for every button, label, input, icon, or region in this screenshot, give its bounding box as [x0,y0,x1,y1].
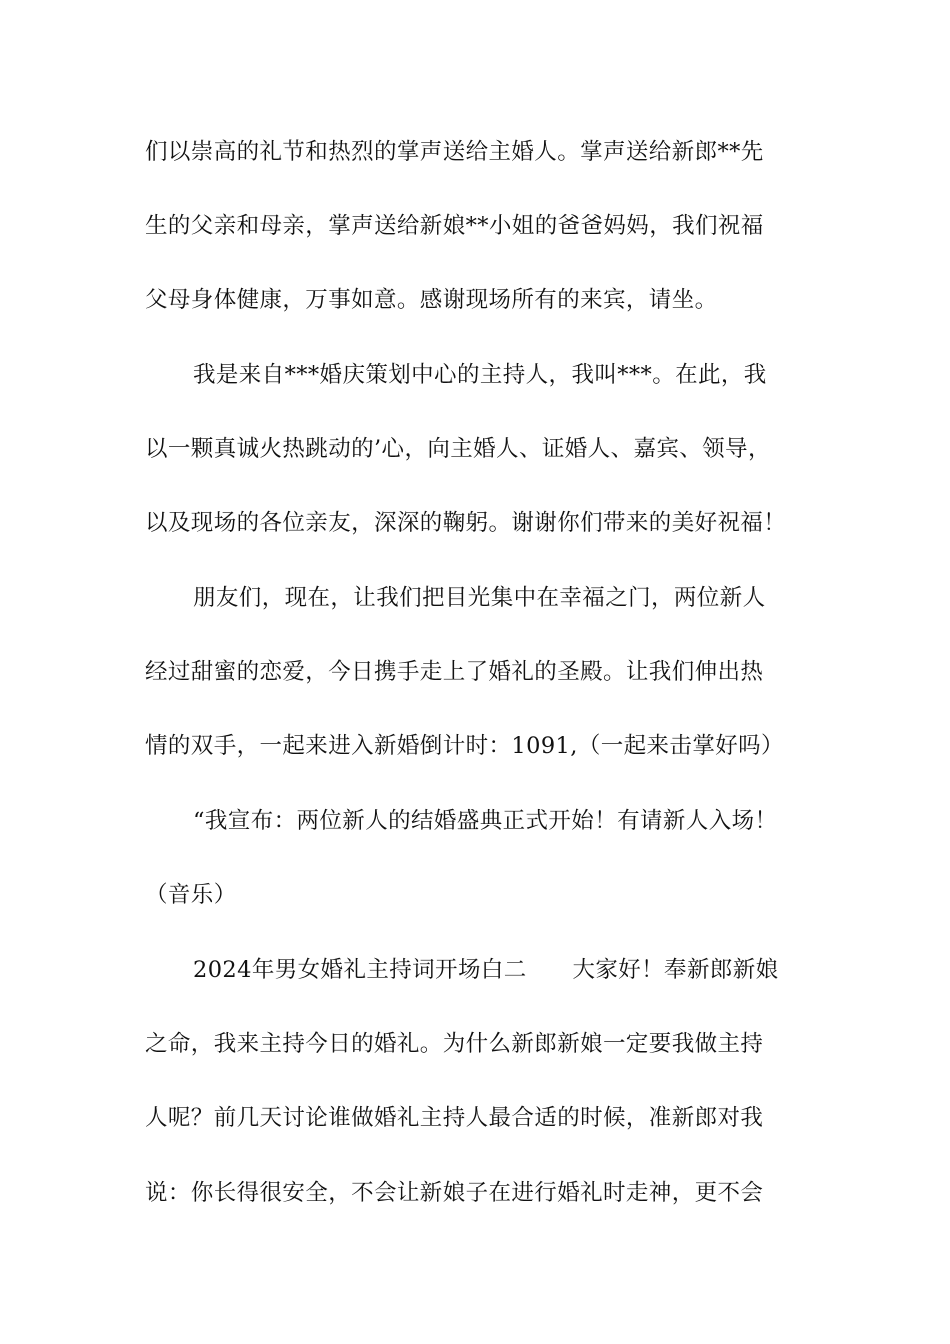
text-line: 以及现场的各位亲友，深深的鞠躬。谢谢你们带来的美好祝福！ [145,510,787,536]
text-line: 2024年男女婚礼主持词开场白二 大家好！奉新郎新娘 [193,957,779,983]
text-line: 经过甜蜜的恋爱，今日携手走上了婚礼的圣殿。让我们伸出热 [145,659,764,685]
text-line: 生的父亲和母亲，掌声送给新娘**小姐的爸爸妈妈，我们祝福 [145,213,764,239]
text-line: （音乐） [145,882,237,908]
text-line: 我是来自***婚庆策划中心的主持人，我叫***。在此，我 [193,362,767,388]
text-line: 朋友们，现在，让我们把目光集中在幸福之门，两位新人 [193,585,766,611]
text-line: 们以崇高的礼节和热烈的掌声送给主婚人。掌声送给新郎**先 [145,139,764,165]
text-line: 以一颗真诚火热跳动的’心，向主婚人、证婚人、嘉宾、领导， [145,436,771,462]
text-line: 之命，我来主持今日的婚礼。为什么新郎新娘一定要我做主持 [145,1031,764,1057]
text-line: 说：你长得很安全，不会让新娘子在进行婚礼时走神，更不会 [145,1180,764,1206]
text-line: “我宣布：两位新人的结婚盛典正式开始！有请新人入场！ [193,808,778,834]
text-line: 人呢？前几天讨论谁做婚礼主持人最合适的时候，准新郎对我 [145,1105,764,1131]
text-line: 情的双手，一起来进入新婚倒计时：1091,（一起来击掌好吗） [145,733,784,759]
text-line: 父母身体健康，万事如意。感谢现场所有的来宾，请坐。 [145,287,718,313]
